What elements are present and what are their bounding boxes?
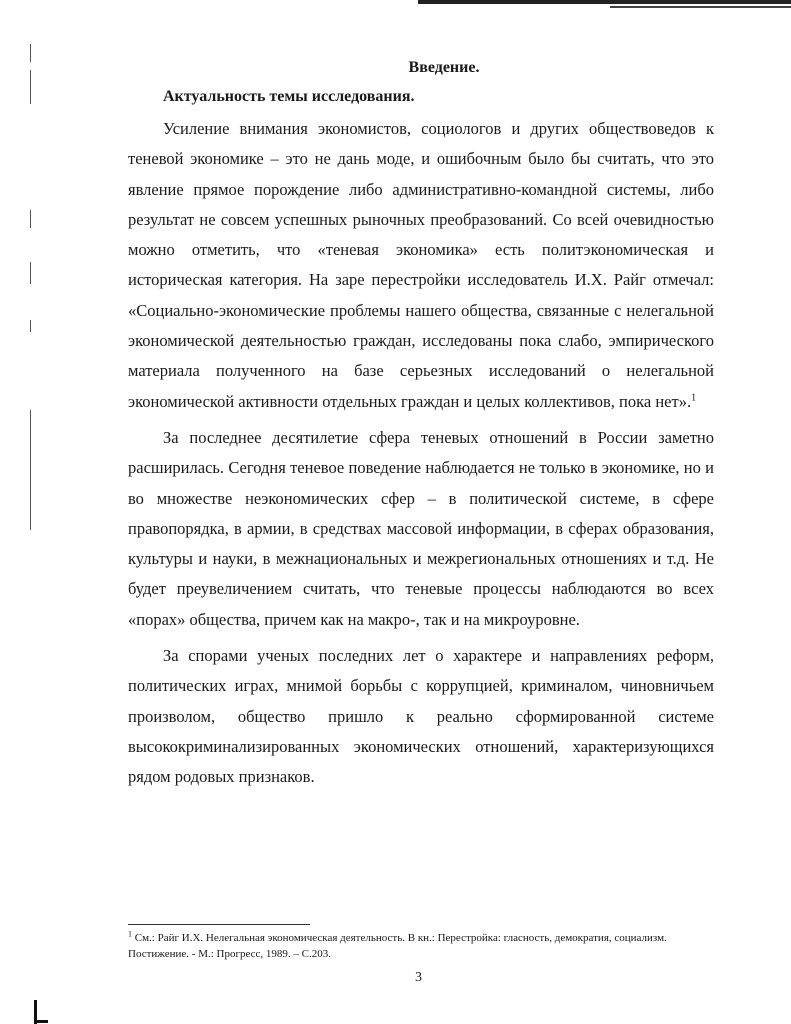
document-page (128, 56, 714, 799)
footnote-reference[interactable]: 1 (691, 392, 697, 404)
scan-edge-top (418, 0, 791, 4)
footnote (128, 930, 718, 962)
scan-edge-top-inner (610, 6, 791, 8)
section-title: Актуальность темы исследования. (163, 88, 415, 105)
footnote-marker: 1 (128, 929, 132, 939)
page-number: 3 (415, 970, 422, 985)
scan-mark-left (30, 44, 31, 62)
page-heading: Введение. (408, 59, 480, 76)
scan-mark-left (30, 210, 31, 228)
scan-mark-left (30, 262, 31, 284)
paragraph: За спорами ученых последних лет о характере и направлениях реформ, политических играх, мнимой борьбы с коррупцией, криминалом, чиновничьем произволом, общество пришло к реально сформированной системе высококриминализированных экономических отношений, характеризующихся рядом родовых признаков. (128, 646, 714, 787)
scan-mark-left (30, 70, 31, 104)
footnote-separator (128, 924, 310, 925)
scan-mark-left (30, 320, 31, 332)
footnote-text: См.: Райг И.Х. Нелегальная экономическая деятельность. В кн.: Перестройка: гласность, демократия, социализм. Постижение. - М.: Прогресс, 1989. – С.203. (128, 932, 667, 960)
scan-mark-left (30, 410, 31, 530)
paragraph: Усиление внимания экономистов, социологов и других обществоведов к теневой экономике – это не дань моде, и ошибочным было бы считать, что это явление прямое порождение либо административно-командной системы, либо результат не совсем успешных рыночных преобразований. Со всей очевидностью можно отметить, что «теневая экономика» есть политэкономическая и историческая категория. На заре перестройки исследователь И.Х. Райг отмечал: «Социально-экономические проблемы нашего общества, связанные с нелегальной экономической деятельностью граждан, исследованы пока слабо, эмпирического материала полученного на базе серьезных исследований о нелегальной экономической активности отдельных граждан и целых коллективов, пока нет».$^1$ (128, 119, 714, 411)
paragraph: За последнее десятилетие сфера теневых отношений в России заметно расширилась. Сегодня теневое поведение наблюдается не только в экономике, но и во множестве неэкономических сфер – в политической системе, в сфере правопорядка, в армии, в средствах массовой информации, в сферах образования, культуры и науки, в межнациональных и межрегиональных отношениях и т.д. Не будет преувеличением считать, что теневые процессы наблюдаются во всех «порах» общества, причем как на макро-, так и на микроуровне. (128, 427, 714, 629)
scan-corner-bottom (34, 1020, 48, 1023)
